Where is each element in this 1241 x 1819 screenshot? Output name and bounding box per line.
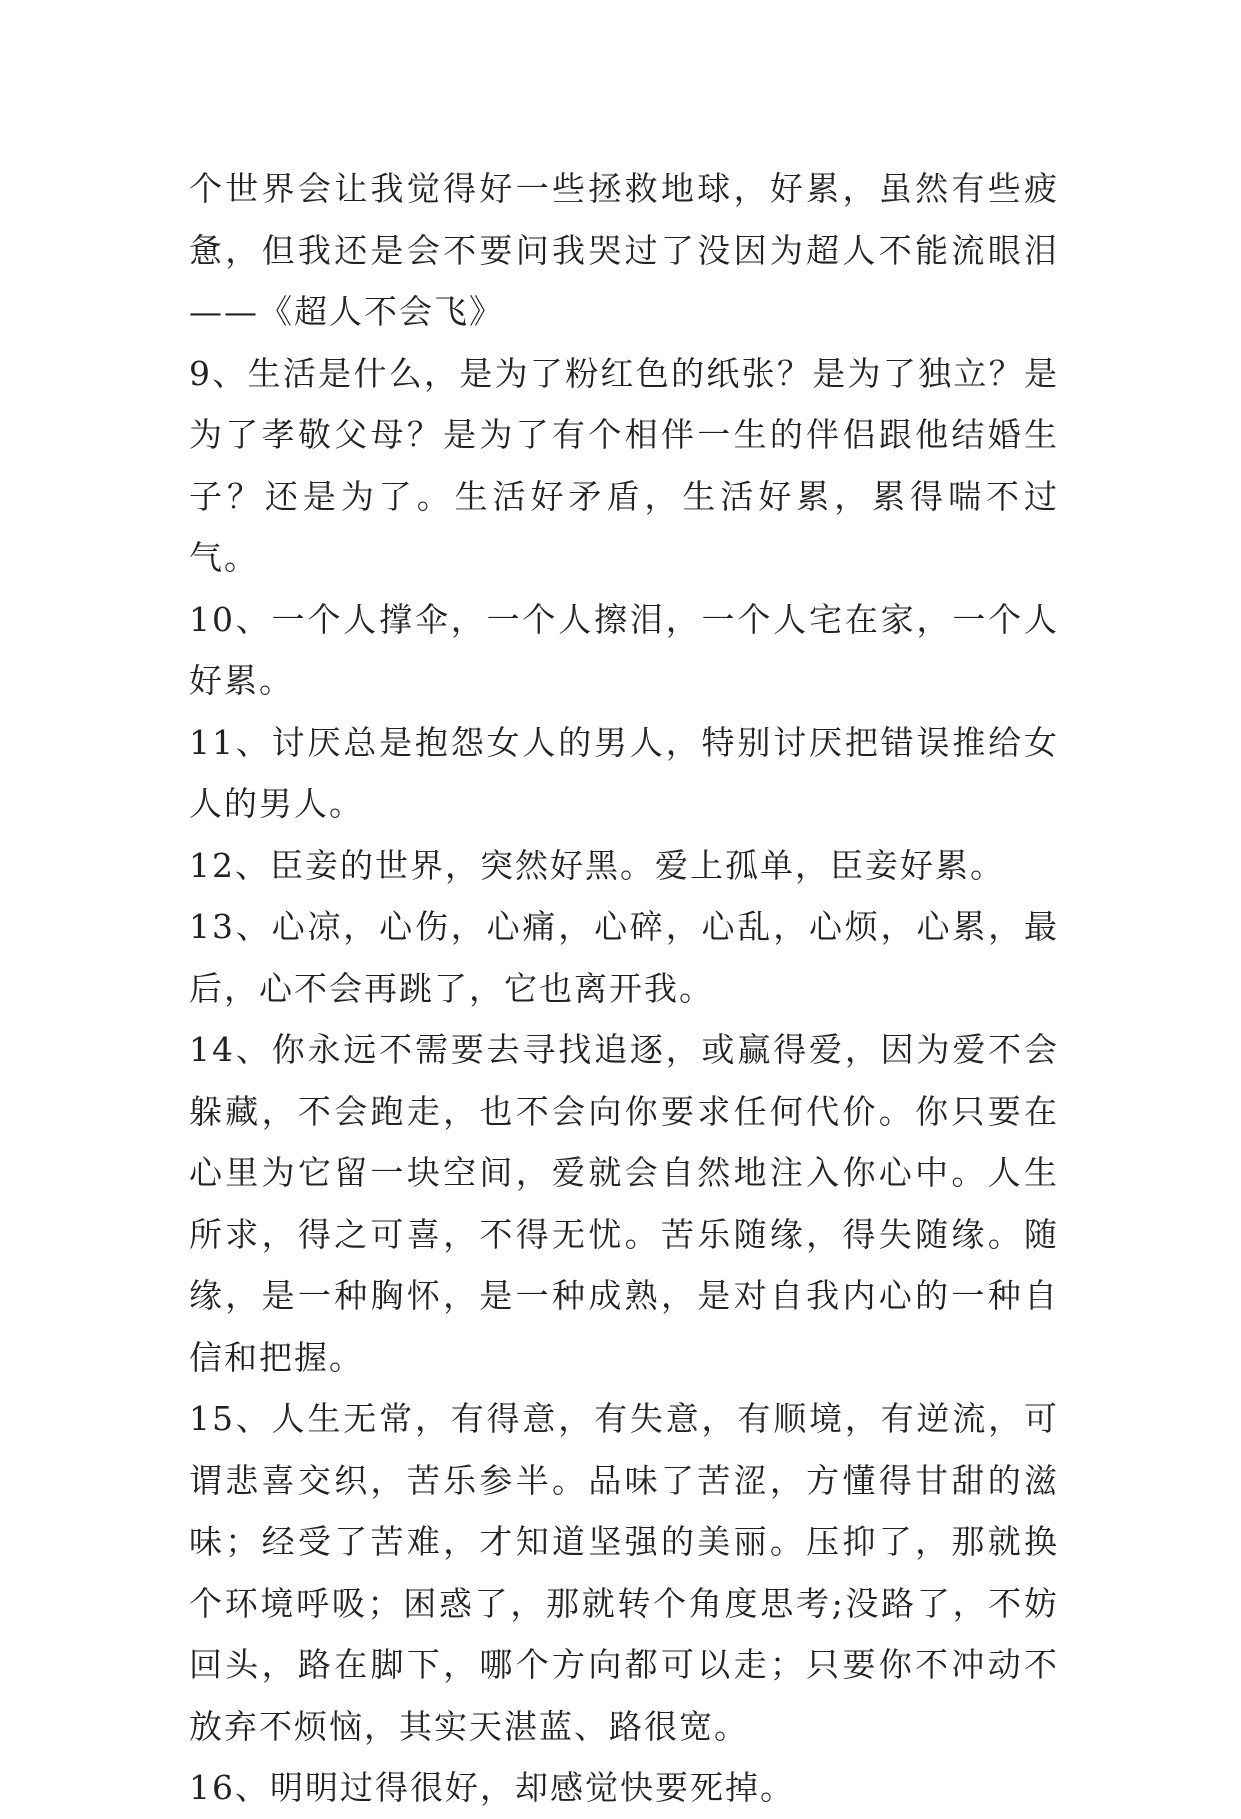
paragraph-item-13: 13、心凉，心伤，心痛，心碎，心乱，心烦，心累，最后，心不会再跳了，它也离开我。 xyxy=(189,907,1059,1008)
document-body xyxy=(189,158,1059,1819)
paragraph-item-9: 9、生活是什么，是为了粉红色的纸张？是为了独立？是为了孝敬父母？是为了有个相伴一生的伴侣跟他结婚生子？还是为了。生活好矛盾，生活好累，累得喘不过气。 xyxy=(189,353,1059,577)
paragraph-item-15: 15、人生无常，有得意，有失意，有顺境，有逆流，可谓悲喜交织，苦乐参半。品味了苦涩，方懂得甘甜的滋味；经受了苦难，才知道坚强的美丽。压抑了，那就换个环境呼吸；困惑了，那就转个角度思考;没路了，不妨回头，路在脚下，哪个方向都可以走；只要你不冲动不放弃不烦恼，其实天湛蓝、路很宽。 xyxy=(189,1399,1059,1746)
paragraph-item-10: 10、一个人撑伞，一个人擦泪，一个人宅在家，一个人好累。 xyxy=(189,599,1059,700)
paragraph-item-14: 14、你永远不需要去寻找追逐，或赢得爱，因为爱不会躲藏，不会跑走，也不会向你要求任何代价。你只要在心里为它留一块空间，爱就会自然地注入你心中。人生所求，得之可喜，不得无忧。苦乐随缘，得失随缘。随缘，是一种胸怀，是一种成熟，是对自我内心的一种自信和把握。 xyxy=(189,1030,1059,1377)
paragraph-item-11: 11、讨厌总是抱怨女人的男人，特别讨厌把错误推给女人的男人。 xyxy=(189,722,1059,823)
paragraph-item-12: 12、臣妾的世界，突然好黑。爱上孤单，臣妾好累。 xyxy=(189,845,1005,885)
paragraph-continuation: 个世界会让我觉得好一些拯救地球，好累，虽然有些疲惫，但我还是会不要问我哭过了没因为超人不能流眼泪——《超人不会飞》 xyxy=(189,169,1059,331)
paragraph-item-16: 16、明明过得很好，却感觉快要死掉。 xyxy=(189,1768,795,1807)
